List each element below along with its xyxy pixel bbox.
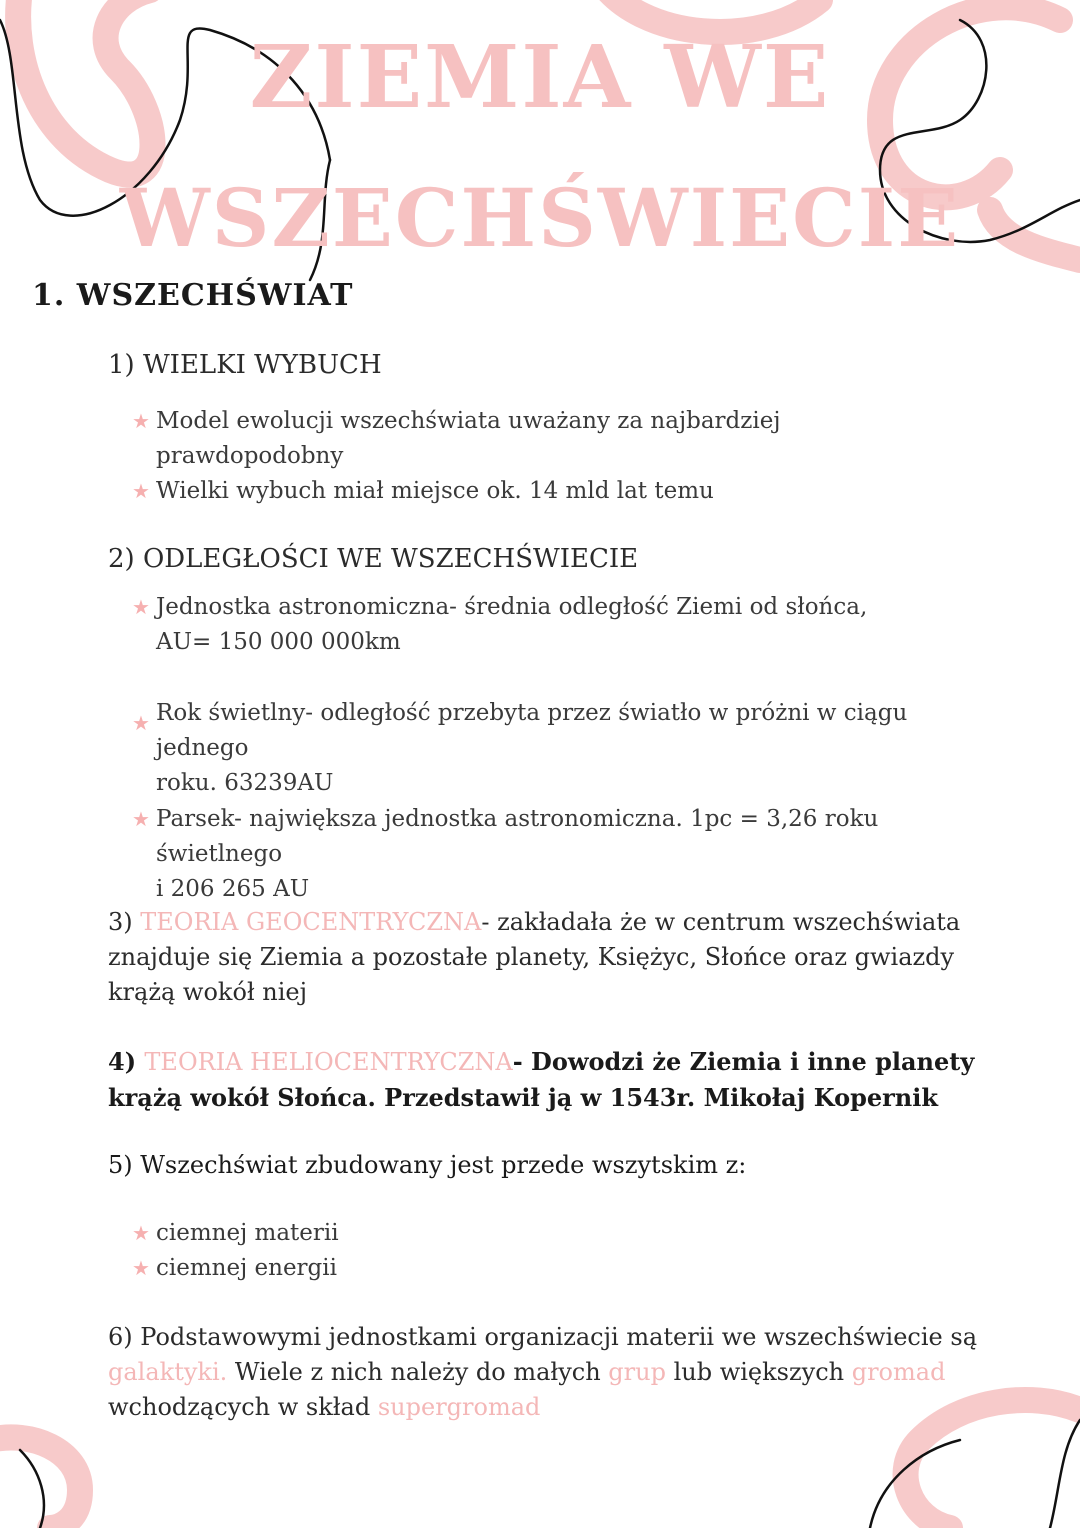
section-number: 1. — [32, 278, 66, 313]
star-icon: ★ — [132, 479, 150, 503]
subheading-composition: 5) Wszechświat zbudowany jest przede wszytskim z: — [108, 1151, 747, 1179]
paragraph-number: 6) — [108, 1323, 133, 1351]
list-item — [132, 802, 952, 907]
section-title: WSZECHŚWIAT — [76, 278, 354, 313]
list-item — [132, 590, 952, 660]
paragraph-galaxies — [108, 1320, 988, 1425]
list-item-text: Jednostka astronomiczna- średnia odległość Ziemi od słońca, — [156, 594, 868, 620]
subheading-big-bang: 1) WIELKI WYBUCH — [108, 350, 382, 380]
list-item — [132, 404, 952, 474]
list-item — [132, 474, 952, 509]
list-item — [132, 1251, 952, 1286]
list-item-text: Rok świetlny- odległość przebyta przez światło w próżni w ciągu jednego — [156, 700, 908, 761]
list-item-text: Wielki wybuch miał miejsce ok. 14 mld lat temu — [156, 478, 714, 504]
term-groups: grup — [608, 1358, 666, 1386]
term-geocentric: TEORIA GEOCENTRYCZNA — [140, 908, 482, 936]
list-item-text: Model ewolucji wszechświata uważany za najbardziej prawdopodobny — [156, 408, 781, 469]
term-heliocentric: TEORIA HELIOCENTRYCZNA — [144, 1048, 513, 1076]
paragraph-heliocentric — [108, 1044, 988, 1115]
star-icon: ★ — [132, 1221, 150, 1245]
subheading-distances: 2) ODLEGŁOŚCI WE WSZECHŚWIECIE — [108, 544, 639, 574]
list-item-text-cont: i 206 265 AU — [156, 876, 310, 902]
list-item — [132, 1216, 952, 1251]
paragraph-number: 4) — [108, 1047, 137, 1076]
paragraph-text: lub większych — [665, 1358, 852, 1386]
paragraph-text: - zakładała że w centrum wszechświata znajduje się Ziemia a pozostałe planety, Księżyc, Słońce oraz gwiazdy krążą wokół niej — [108, 908, 961, 1006]
page-title-line-1: ZIEMIA WE — [249, 27, 831, 128]
list-item-text: ciemnej materii — [156, 1220, 339, 1246]
term-superclusters: supergromad — [377, 1393, 541, 1421]
paragraph-text: - Dowodzi że Ziemia i inne planety krążą wokół Słońca. Przedstawił ją w 1543r. Mikołaj Kopernik — [108, 1047, 975, 1112]
paragraph-geocentric — [108, 905, 988, 1010]
page-title-line-2: WSZECHŚWIECIE — [119, 171, 961, 265]
paragraph-text: wchodzących w skład — [108, 1393, 378, 1421]
paragraph-text: Podstawowymi jednostkami organizacji materii we wszechświecie są — [132, 1323, 977, 1351]
section-heading — [32, 278, 353, 313]
star-icon: ★ — [132, 409, 150, 433]
paragraph-number: 3) — [108, 908, 133, 936]
list-item — [132, 696, 952, 801]
star-icon: ★ — [132, 807, 150, 831]
term-galaxies: galaktyki. — [108, 1358, 228, 1386]
list-item-text-cont: AU= 150 000 000km — [156, 629, 401, 655]
list-item-text: Parsek- największa jednostka astronomiczna. 1pc = 3,26 roku świetlnego — [156, 806, 879, 867]
star-icon: ★ — [132, 1256, 150, 1280]
list-item-text: ciemnej energii — [156, 1255, 337, 1281]
star-icon: ★ — [132, 595, 150, 619]
term-clusters: gromad — [851, 1358, 946, 1386]
paragraph-text: Wiele z nich należy do małych — [227, 1358, 609, 1386]
star-icon: ★ — [132, 711, 150, 735]
list-item-text-cont: roku. 63239AU — [156, 770, 334, 796]
